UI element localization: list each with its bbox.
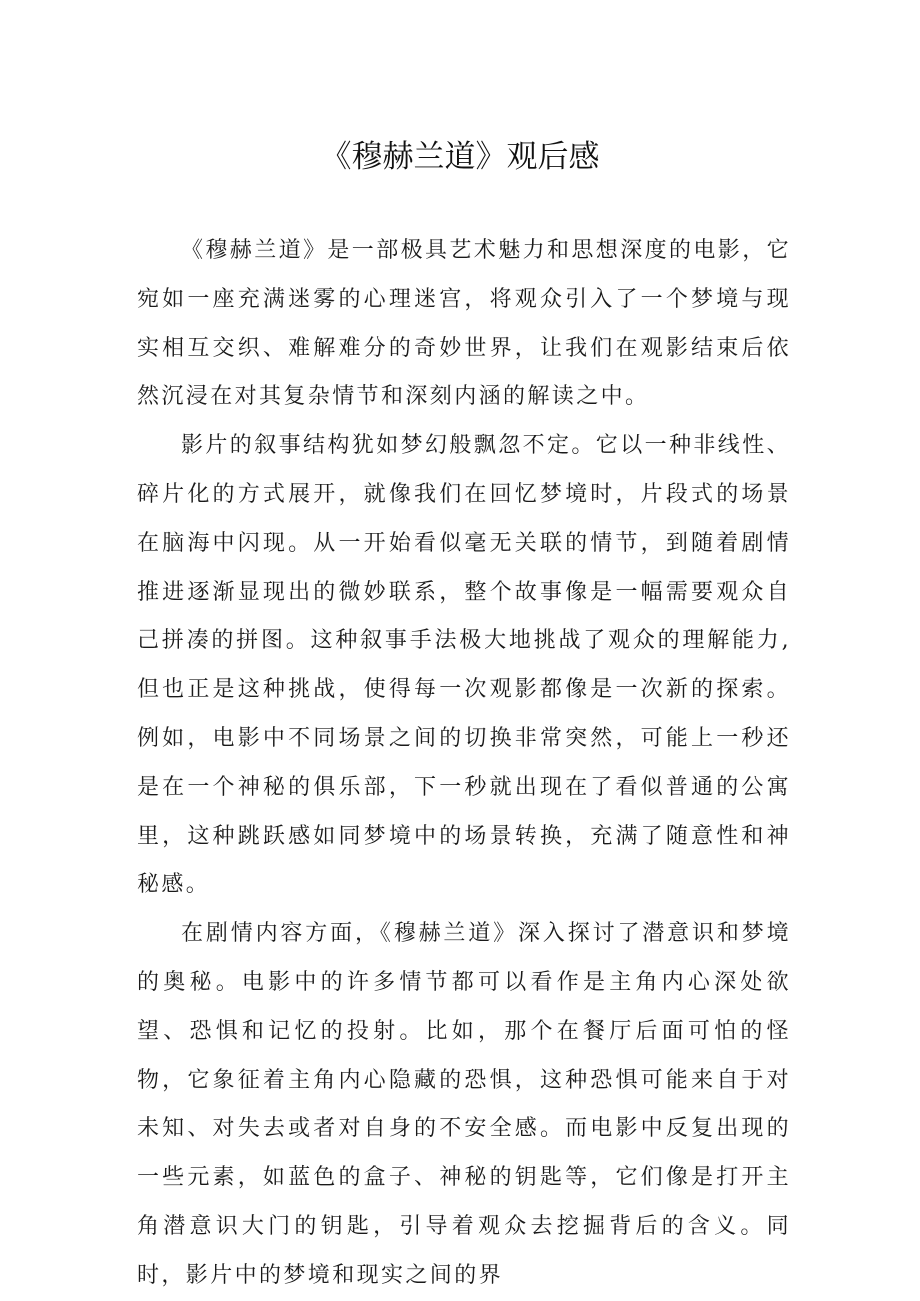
paragraph-narrative-structure: 影片的叙事结构犹如梦幻般飘忽不定。它以一种非线性、碎片化的方式展开，就像我们在回忆梦境时，片段式的场景在脑海中闪现。从一开始看似毫无关联的情节，到随着剧情推进逐渐显现出的微妙联系，整个故事像是一幅需要观众自己拼凑的拼图。这种叙事手法极大地挑战了观众的理解能力,但也正是这种挑战，使得每一次观影都像是一次新的探索。例如，电影中不同场景之间的切换非常突然，可能上一秒还是在一个神秘的俱乐部，下一秒就出现在了看似普通的公寓里，这种跳跃感如同梦境中的场景转换，充满了随意性和神秘感。	[137, 433, 792, 898]
paragraph-intro: 《穆赫兰道》是一部极具艺术魅力和思想深度的电影，它宛如一座充满迷雾的心理迷宫，将观众引入了一个梦境与现实相互交织、难解难分的奇妙世界，让我们在观影结束后依然沉浸在对其复杂情节和深刻内涵的解读之中。	[137, 238, 792, 410]
paragraph-plot-content: 在剧情内容方面，《穆赫兰道》深入探讨了潜意识和梦境的奥秘。电影中的许多情节都可以看作是主角内心深处欲望、恐惧和记忆的投射。比如，那个在餐厅后面可怕的怪物，它象征着主角内心隐藏的恐惧，这种恐惧可能来自于对未知、对失去或者对自身的不安全感。而电影中反复出现的一些元素，如蓝色的盒子、神秘的钥匙等，它们像是打开主角潜意识大门的钥匙，引导着观众去挖掘背后的含义。同时，影片中的梦境和现实之间的界	[137, 921, 791, 1288]
document-body	[137, 227, 791, 1301]
document-title: 《穆赫兰道》观后感	[320, 139, 600, 175]
